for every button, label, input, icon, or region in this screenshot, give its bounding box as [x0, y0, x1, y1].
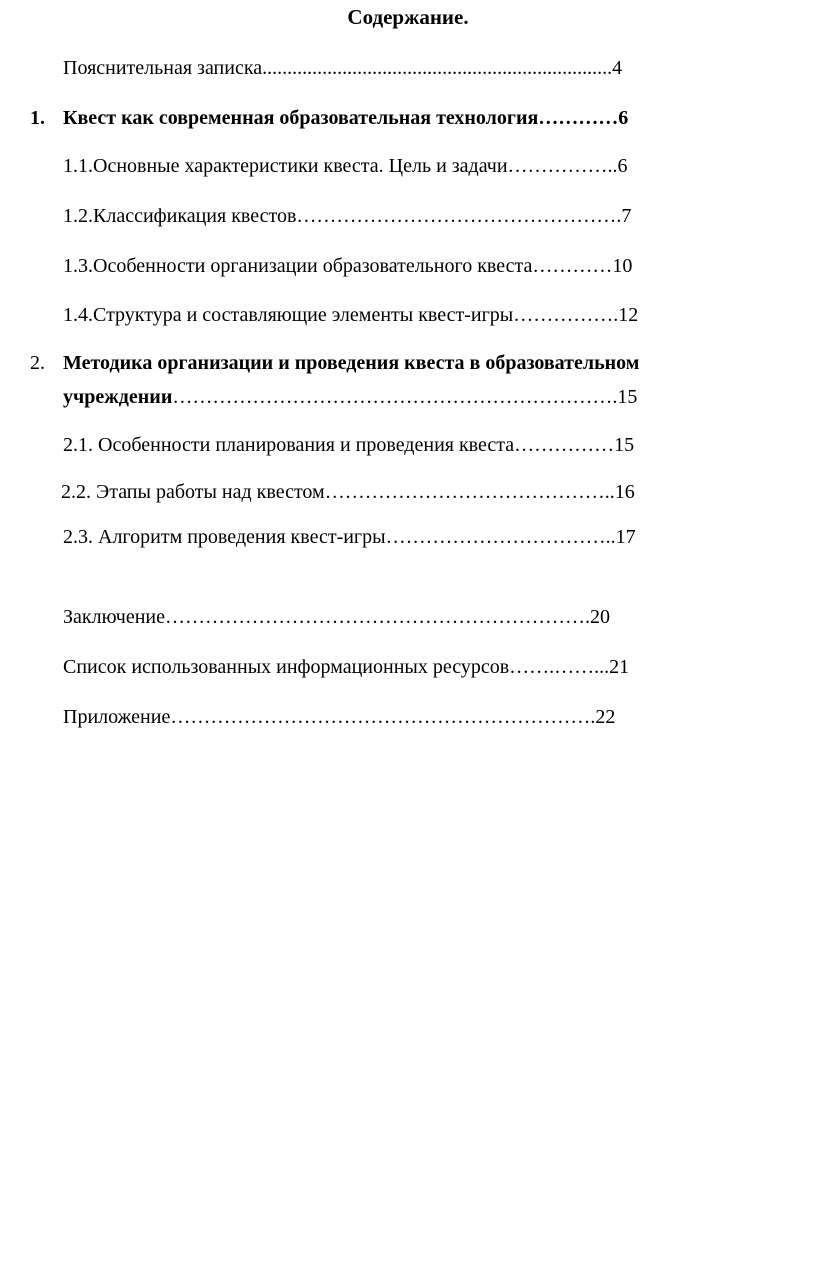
toc-entry-appendix: Приложение……………………………………………………….22 — [63, 706, 616, 728]
toc-entry-2-1: 2.1. Особенности планирования и проведения квеста……………15 — [63, 434, 635, 456]
toc-entry-1-1: 1.1.Основные характеристики квеста. Цель и задачи……………..6 — [63, 155, 628, 177]
toc-entry-section-2-continuation — [63, 384, 637, 410]
toc-entry-2-2: 2.2. Этапы работы над квестом……………………………………..16 — [61, 481, 635, 503]
toc-entry-section-1: Квест как современная образовательная технология…………6 — [63, 107, 629, 129]
toc-entry-references: Список использованных информационных ресурсов…….……...21 — [63, 656, 630, 678]
toc-section-number: 2. — [30, 352, 45, 374]
toc-entry-section-2: Методика организации и проведения квеста в образовательном — [63, 352, 640, 374]
toc-entry-section-2-leader: ………………………………………………………….15 — [172, 386, 638, 408]
toc-entry-section-2-bold-part: учреждении — [63, 386, 173, 408]
toc-entry-1-4: 1.4.Структура и составляющие элементы квест-игры…………….12 — [63, 304, 639, 326]
toc-entry-conclusion: Заключение……………………………………………………….20 — [63, 606, 610, 628]
toc-entry-2-3: 2.3. Алгоритм проведения квест-игры……………………………..17 — [63, 526, 636, 548]
toc-entry-explanatory-note: Пояснительная записка......................................................................4 — [63, 57, 623, 79]
toc-section-number: 1. — [30, 107, 45, 129]
page-title: Содержание. — [347, 5, 469, 29]
toc-entry-1-2: 1.2.Классификация квестов………………………………………….7 — [63, 205, 632, 227]
toc-entry-1-3: 1.3.Особенности организации образовательного квеста…………10 — [63, 255, 633, 277]
